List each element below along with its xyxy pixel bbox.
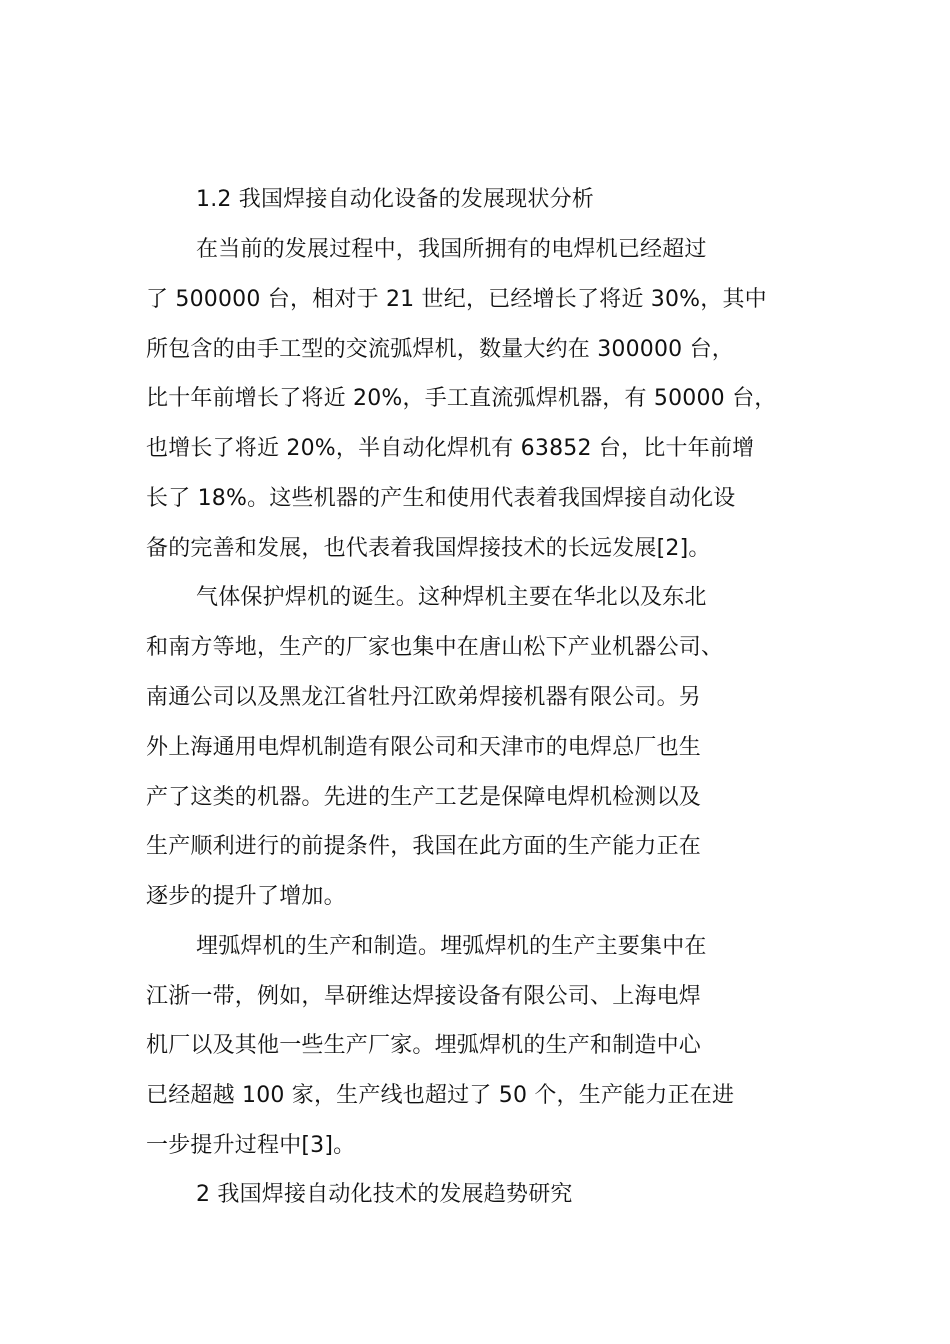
paragraph-line: 已经超越 100 家，生产线也超过了 50 个，生产能力正在进 xyxy=(146,1083,735,1108)
paragraph-line: 和南方等地，生产的厂家也集中在唐山松下产业机器公司、 xyxy=(146,635,724,660)
paragraph-line: 一步提升过程中[3]。 xyxy=(146,1133,356,1158)
paragraph-line: 外上海通用电焊机制造有限公司和天津市的电焊总厂也生 xyxy=(146,735,702,760)
paragraph-line: 逐步的提升了增加。 xyxy=(146,884,346,909)
paragraph-line: 所包含的由手工型的交流弧焊机，数量大约在 300000 台， xyxy=(146,337,734,362)
paragraph-line: 在当前的发展过程中，我国所拥有的电焊机已经超过 xyxy=(196,237,707,262)
paragraph-line: 南通公司以及黑龙江省牡丹江欧弟焊接机器有限公司。另 xyxy=(146,685,702,710)
paragraph-line: 埋弧焊机的生产和制造。埋弧焊机的生产主要集中在 xyxy=(196,934,707,959)
paragraph-line: 产了这类的机器。先进的生产工艺是保障电焊机检测以及 xyxy=(146,785,702,810)
paragraph-line: 生产顺利进行的前提条件，我国在此方面的生产能力正在 xyxy=(146,834,702,859)
paragraph-line: 气体保护焊机的诞生。这种焊机主要在华北以及东北 xyxy=(196,585,707,610)
paragraph-line: 江浙一带，例如，旱研维达焊接设备有限公司、上海电焊 xyxy=(146,984,702,1009)
paragraph-line: 比十年前增长了将近 20%，手工直流弧焊机器，有 50000 台， xyxy=(146,386,777,411)
section-heading: 2 我国焊接自动化技术的发展趋势研究 xyxy=(196,1182,573,1207)
paragraph-line: 备的完善和发展，也代表着我国焊接技术的长远发展[2]。 xyxy=(146,536,711,561)
paragraph-line: 机厂以及其他一些生产厂家。埋弧焊机的生产和制造中心 xyxy=(146,1033,702,1058)
paragraph-line: 了 500000 台，相对于 21 世纪，已经增长了将近 30%，其中 xyxy=(146,287,767,312)
section-heading: 1.2 我国焊接自动化设备的发展现状分析 xyxy=(196,187,594,212)
paragraph-line: 长了 18%。这些机器的产生和使用代表着我国焊接自动化设 xyxy=(146,486,736,511)
paragraph-line: 也增长了将近 20%，半自动化焊机有 63852 台，比十年前增 xyxy=(146,436,755,461)
